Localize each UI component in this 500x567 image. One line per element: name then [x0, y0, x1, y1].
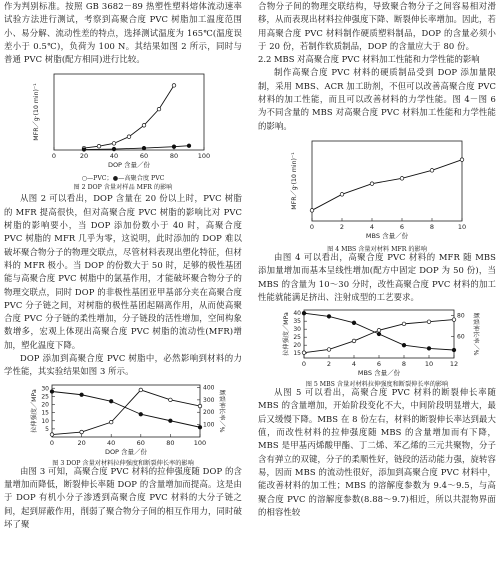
data-point [142, 124, 146, 128]
x-tick-label: 40 [109, 152, 119, 161]
figure-5 [258, 306, 496, 389]
x-tick-label: 6 [376, 360, 382, 369]
data-point [370, 182, 374, 186]
y-tick-label: 30 [41, 384, 49, 392]
x-tick-label: 2 [339, 222, 345, 231]
y-tick-label: 15 [41, 409, 49, 417]
x-tick-label: 6 [399, 222, 405, 231]
data-point [82, 148, 86, 152]
data-point [112, 148, 116, 152]
data-point [340, 193, 344, 197]
x-tick-label: 20 [79, 152, 89, 161]
data-point [187, 144, 191, 148]
paragraph-2: 从图 2 可以看出，DOP 含量在 20 份以上时，PVC 树脂的 MFR 提高很快，但对高聚合度 PVC 树脂的影响比对 PVC 树脂的影响要小，当 DOP 添加份数小于 40 时，高聚合度 PVC 树脂的 MFR 几乎为零，这说明，此时添加的 DOP 难以破坏聚合物分子的物理交联点，尽管材料表现出塑化特征，但材料的 MFR 极小。当 DOP 的份数大于 50 时，足够的极性基团能与高聚合度 PVC 树脂中的氯基作用，才能破坏聚合物分子的物理交联点，同时 DOP 的非极性基团亚甲基部分夹在高聚合度 PVC 分子链之间，对树脂的极性基团起隔离作用，从而使高聚合度 PVC 分子链的柔性增加，分子链段的活性增加，空间构象数增多，宏观上体现出高聚合度 PVC 树脂的流动性(MFR)增加，塑化温度下降。 [4, 193, 242, 350]
data-point [172, 84, 176, 88]
series-line [52, 391, 200, 427]
figure-3-chart [4, 381, 242, 455]
x-tick-label: 8 [429, 222, 435, 231]
x-tick-label: 100 [197, 152, 211, 161]
x-axis-label: DOP 含量／份 [104, 447, 148, 455]
paragraph-4: 由图 3 可知，高聚合度 PVC 材料的拉伸强度随 DOP 的含量增加而降低，断裂伸长率随 DOP 的含量增加而提高。这是由于 DOP 有机小分子渗透到高聚合度 PVC 材料的大分子链之间，起到屏蔽作用，削弱了聚合物分子间的相互作用力，同时破坏了聚 [4, 465, 242, 529]
x-axis-label: DOP 含量／份 [107, 161, 151, 170]
x-tick-label: 0 [51, 152, 57, 161]
data-point [377, 332, 381, 336]
left-column [4, 0, 242, 531]
data-point [157, 108, 161, 112]
y-right-tick-label: 80 [457, 312, 465, 320]
x-tick-label: 8 [401, 360, 407, 369]
y-tick-label: 25 [293, 334, 301, 342]
data-point [50, 389, 54, 393]
y-right-axis-label: 断裂伸长率／% [218, 389, 225, 433]
x-tick-label: 0 [301, 360, 307, 369]
data-point [97, 145, 101, 149]
x-tick-label: 2 [326, 360, 332, 369]
y-right-tick-label: 200 [203, 408, 215, 416]
figure-4 [258, 135, 496, 251]
x-tick-label: 0 [309, 222, 315, 231]
figure-5-caption: 图 5 MBS 含量对材料拉伸强度和断裂伸长率的影响 [305, 381, 449, 389]
data-point [310, 209, 314, 213]
paragraph-fig4: 由图 4 可以看出，高聚合度 PVC 材料的 MFR 随 MBS 添加量增加而基本呈线性增加(配方中固定 DOP 为 50 份)，当 MBS 的含量为 10～30 分时，改性高聚合度 PVC 材料的加工性能就能满足挤出、注射成型的工艺要求。 [258, 251, 496, 302]
series-line [52, 390, 200, 435]
y-tick-label: 35 [293, 318, 301, 326]
y-axis-label: 拉伸强度／MPa [31, 388, 38, 433]
data-point [127, 135, 131, 139]
y-tick-label: 25 [41, 393, 49, 401]
data-point [139, 388, 143, 392]
data-point [327, 348, 331, 352]
series-line [312, 160, 462, 211]
right-column [258, 0, 496, 519]
figure-2 [4, 68, 242, 192]
data-point [352, 321, 356, 325]
figure-4-chart [258, 135, 496, 241]
data-point [142, 147, 146, 151]
paragraph-mbs: 制作高聚合度 PVC 材料的硬质制品受到 DOP 添加量限制，采用 MBS、ACR 加工助剂，不但可以改善高聚合度 PVC 材料的加工性能，而且可以改善材料的力学性能。图 4－图 6 为不同含量的 MBS 对高聚合度 PVC 材料加工性能和力学性能的影响。 [258, 67, 496, 131]
x-tick-label: 10 [457, 222, 467, 231]
figure-3 [4, 381, 242, 465]
y-axis-label: MFR／g·(10 min)⁻¹ [291, 152, 298, 210]
data-point [169, 398, 173, 402]
data-point [50, 432, 54, 436]
data-point [302, 351, 306, 355]
x-tick-label: 60 [136, 438, 145, 447]
data-point [80, 430, 84, 434]
y-tick-label: 30 [293, 326, 301, 334]
data-point [402, 322, 406, 326]
x-tick-label: 10 [424, 360, 434, 369]
y-right-tick-label: 300 [203, 396, 215, 404]
plot-frame [52, 385, 200, 437]
x-tick-label: 4 [351, 360, 357, 369]
data-point [302, 312, 306, 316]
data-point [172, 145, 176, 149]
x-tick-label: 0 [49, 438, 55, 447]
data-point [430, 169, 434, 173]
data-point [452, 318, 456, 322]
x-tick-label: 60 [139, 152, 149, 161]
x-tick-label: 80 [169, 152, 179, 161]
section-heading: 2.2 MBS 对高聚合度 PVC 材料加工性能和力学性能的影响 [258, 54, 480, 65]
x-tick-label: 12 [449, 360, 459, 369]
y-right-tick-label: 60 [457, 333, 465, 341]
data-point [169, 419, 173, 423]
data-point [198, 425, 202, 429]
x-tick-label: 40 [107, 438, 116, 447]
data-point [327, 315, 331, 319]
figure-2-chart [4, 68, 242, 170]
y-axis-label: 拉伸强度／MPa [283, 312, 290, 356]
data-point [427, 347, 431, 351]
y-tick-label: 40 [293, 310, 301, 318]
y-tick-label: 15 [293, 350, 301, 358]
figure-2-legend: ○—PVC；●—高聚合度 PVC [81, 175, 165, 183]
y-tick-label: 5 [45, 425, 49, 433]
data-point [352, 339, 356, 343]
data-point [377, 329, 381, 333]
x-tick-label: 4 [369, 222, 375, 231]
paragraph-fig5: 从图 5 可以看出，高聚合度 PVC 材料的断裂伸长率随 MBS 的含量增加，开始阶段变化不大，中间阶段明显增大，最后又缓慢下降。MBS 在 8 份左右，材料的断裂伸长率达到最大值，而改性材料的拉伸强度随 MBS 的含量增加而有下降，MBS 是甲基丙烯酸甲酯、丁二烯、苯乙烯的三元共聚物，分子含有弹立的双键，分子的柔顺性好，链段的活动能力强，旋转容易，因而 MBS 的流动性很好，添加到高聚合度 PVC 材料中，能改善材料的加工性；MBS 的溶解度参数为 9.4～9.5，与高聚合度 PVC 的溶解度参数(8.88～9.7)相近，所以共混物界面的相容性较 [258, 387, 496, 517]
figure-3-caption: 图 3 DOP 含量对材料拉伸强度和断裂伸长率的影响 [52, 459, 194, 467]
y-axis-label: MFR／g·(10 min)⁻¹ [33, 83, 40, 142]
paragraph-top: 合物分子间的物理交联结构，导致聚合物分子之间容易相对滑移，从而表现出材料拉伸强度下降、断裂伸长率增加。因此，若用高聚合度 PVC 材料制作硬质塑料制品，DOP 的含量必须小于 20 份，若制作软质制品，DOP 的含量应大于 80 份。 [258, 1, 496, 51]
y-tick-label: 20 [41, 401, 49, 409]
y-right-tick-label: 400 [203, 384, 215, 392]
x-tick-label: 80 [166, 438, 175, 447]
y-right-tick-label: 100 [203, 421, 215, 429]
data-point [109, 420, 113, 424]
y-right-axis-label: 断裂伸长率／% [472, 312, 479, 356]
figure-2-caption: 图 2 DOP 含量对样品 MFR 的影响 [73, 184, 173, 192]
x-axis-label: MBS 含量／份 [357, 369, 401, 377]
data-point [452, 348, 456, 352]
x-axis-label: MBS 含量／份 [365, 231, 409, 240]
intro-paragraph: 作为判别标准。按照 GB 3682－89 热塑性塑料熔体流动速率试验方法进行测试，考察到高聚合度 PVC 树脂加工温度范围小、易分解、流动性差的特点，选择测试温度为 165℃(温度误差小于 0.5℃)，负荷为 100 N。其结果如图 2 所示，同时与普通 PVC 树脂(配方相同)进行比较。 [4, 1, 242, 65]
y-tick-label: 20 [293, 342, 301, 350]
y-tick-label: 10 [41, 417, 49, 425]
data-point [112, 142, 116, 146]
data-point [80, 393, 84, 397]
data-point [427, 320, 431, 324]
data-point [109, 399, 113, 403]
figure-5-chart [258, 306, 496, 376]
data-point [402, 344, 406, 348]
data-point [139, 412, 143, 416]
data-point [460, 158, 464, 162]
figure-4-caption: 图 4 MBS 含量对材料 MFR 的影响 [327, 245, 427, 253]
paragraph-3: DOP 添加到高聚合度 PVC 树脂中，必然影响到材料的力学性能，其实验结果如图 3 所示。 [4, 353, 242, 377]
data-point [198, 404, 202, 408]
x-tick-label: 20 [77, 438, 86, 447]
x-tick-label: 100 [193, 438, 207, 447]
data-point [400, 177, 404, 181]
